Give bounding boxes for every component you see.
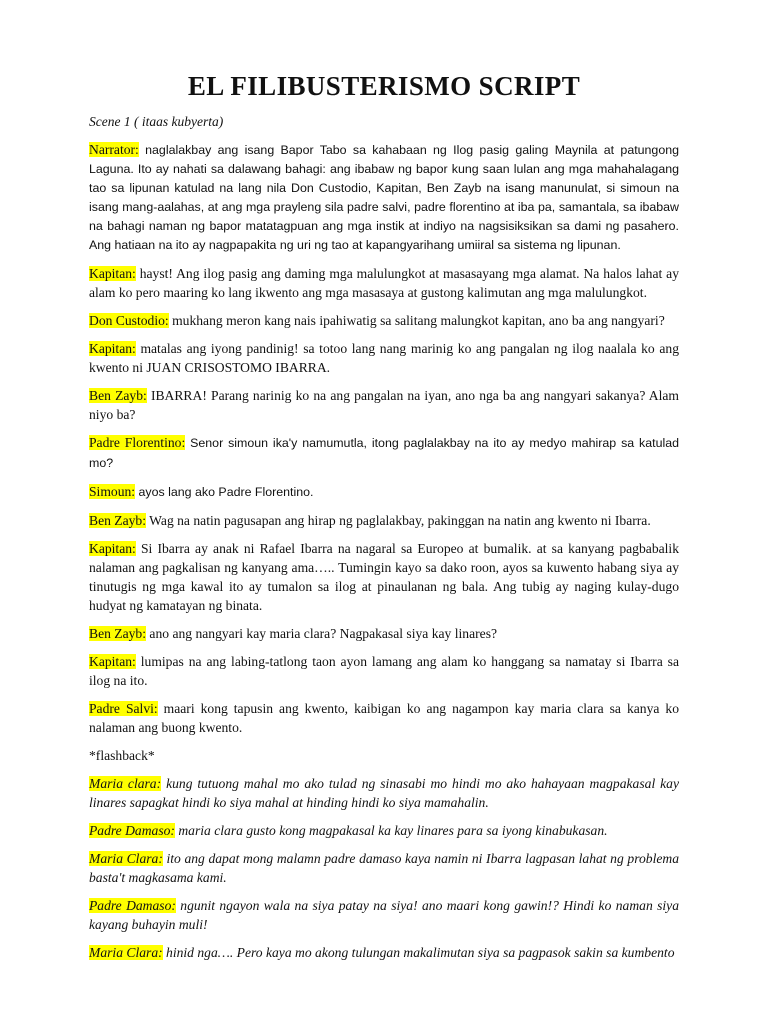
script-line — [89, 849, 679, 887]
script-line — [89, 339, 679, 377]
script-line — [89, 774, 679, 812]
speaker-label: Don Custodio: — [89, 313, 169, 328]
dialogue-text: maari kong tapusin ang kwento, kaibigan ko ang nagampon kay maria clara sa kanya ko nalaman ang buong kwento. — [89, 701, 679, 735]
script-line — [89, 943, 679, 962]
dialogue-text: ngunit ngayon wala na siya patay na siya! ano maari kong gawin!? Hindi ko naman siya kayang buhayin muli! — [89, 898, 679, 932]
script-line-narrator — [89, 140, 679, 255]
flashback-marker: *flashback* — [89, 748, 155, 763]
dialogue-text: Si Ibarra ay anak ni Rafael Ibarra na nagaral sa Europeo at bumalik. at sa kanyang pagbabalik nalaman ang pagkalisan ng kanyang ama….. Tumingin kayo sa dako roon, ayos sa kuwento habang siya ay tinutugis ng mga kawal ito ay tumalon sa ilog at pinaulanan ng bala. Ang tubig ay naging kulay-dugo hudyat ng kamatayan ng binata. — [89, 541, 679, 613]
script-line — [89, 624, 679, 643]
script-line — [89, 311, 679, 330]
dialogue-text: IBARRA! Parang narinig ko na ang pangalan na iyan, ano nga ba ang nangyari sakanya? Alam niyo ba? — [89, 388, 679, 422]
script-line — [89, 896, 679, 934]
speaker-label: Kapitan: — [89, 541, 136, 556]
script-line — [89, 386, 679, 424]
document-title: EL FILIBUSTERISMO SCRIPT — [187, 71, 581, 101]
speaker-label: Narrator: — [89, 142, 139, 157]
script-line — [89, 482, 679, 502]
script-line — [89, 821, 679, 840]
speaker-label: Padre Florentino: — [89, 435, 186, 450]
speaker-label: Kapitan: — [89, 266, 136, 281]
speaker-label: Maria Clara: — [89, 851, 163, 866]
dialogue-text: ayos lang ako Padre Florentino. — [135, 485, 314, 499]
speaker-label: Padre Salvi: — [89, 701, 158, 716]
dialogue-text: lumipas na ang labing-tatlong taon ayon lamang ang alam ko hanggang sa namatay si Ibarra sa ilog na ito. — [89, 654, 679, 688]
speaker-label: Maria clara: — [89, 776, 162, 791]
dialogue-text: ito ang dapat mong malamn padre damaso kaya namin ni Ibarra lagpasan lahat ng problema basta't magkasama kami. — [89, 851, 679, 885]
speaker-label: Ben Zayb: — [89, 626, 147, 641]
speaker-label: Padre Damaso: — [89, 823, 175, 838]
dialogue-text: hayst! Ang ilog pasig ang daming mga malulungkot at masasayang mga alamat. Na halos lahat ay alam ko pero maaring ko lang ikwento ang mga masasaya at gustong kalimutan ang mga malulungkot. — [89, 266, 679, 300]
script-line — [89, 264, 679, 302]
dialogue-text: matalas ang iyong pandinig! sa totoo lang nang marinig ko ang pangalan ng ilog naalala ko ang kwento ni JUAN CRISOSTOMO IBARRA. — [89, 341, 679, 375]
dialogue-text: mukhang meron kang nais ipahiwatig sa salitang malungkot kapitan, ano ba ang nangyari? — [168, 313, 665, 328]
speaker-label: Ben Zayb: — [89, 388, 147, 403]
speaker-label: Simoun: — [89, 484, 136, 499]
dialogue-text: kung tutuong mahal mo ako tulad ng sinasabi mo hindi mo ako hahayaan magpakasal kay linares sapagkat hindi ko siya mahal at hinding hindi ko siya mamahalin. — [89, 776, 680, 810]
speaker-label: Padre Damaso: — [89, 898, 176, 913]
script-line — [89, 433, 679, 473]
script-line — [89, 539, 679, 615]
speaker-label: Kapitan: — [89, 341, 136, 356]
dialogue-text: Senor simoun ika'y namumutla, itong paglalakbay na ito ay medyo mahirap sa katulad mo? — [89, 436, 680, 470]
dialogue-text: ano ang nangyari kay maria clara? Nagpakasal siya kay linares? — [146, 626, 498, 641]
dialogue-text: Wag na natin pagusapan ang hirap ng paglalakbay, pakinggan na natin ang kwento ni Ibarra. — [146, 513, 651, 528]
dialogue-text: naglalakbay ang isang Bapor Tabo sa kahabaan ng Ilog pasig galing Maynila at patungong Laguna. Ito ay nahati sa dalawang bahagi: ang ibabaw ng bapor kung saan lulan ang mga mahahalagang tao sa lipunan katulad na lang nila Don Custodio, Kapitan, Ben Zayb na isang manunulat, si simoun na isang mang-aalahas, at ang mga prayleng sila padre salvi, padre florentino at iba pa, samantala, sa ibabaw na bahagi naman ng bapor matatagpuan ang mga instik at indiyo na nagsisiksikan sa dami ng pasahero. Ang hatiaan na ito ay nagpapakita ng uri ng tao at kapangyarihang umiiral sa sistema ng lipunan. — [89, 143, 679, 252]
script-line — [89, 511, 679, 530]
speaker-label: Kapitan: — [89, 654, 136, 669]
script-line — [89, 699, 679, 737]
speaker-label: Maria Clara: — [89, 945, 163, 960]
script-line — [89, 652, 679, 690]
dialogue-text: maria clara gusto kong magpakasal ka kay linares para sa iyong kinabukasan. — [174, 823, 608, 838]
speaker-label: Ben Zayb: — [89, 513, 147, 528]
dialogue-text: hinid nga…. Pero kaya mo akong tulungan makalimutan siya sa pagpasok sakin sa kumbento — [162, 945, 675, 960]
scene-heading: Scene 1 ( itaas kubyerta) — [89, 114, 224, 129]
